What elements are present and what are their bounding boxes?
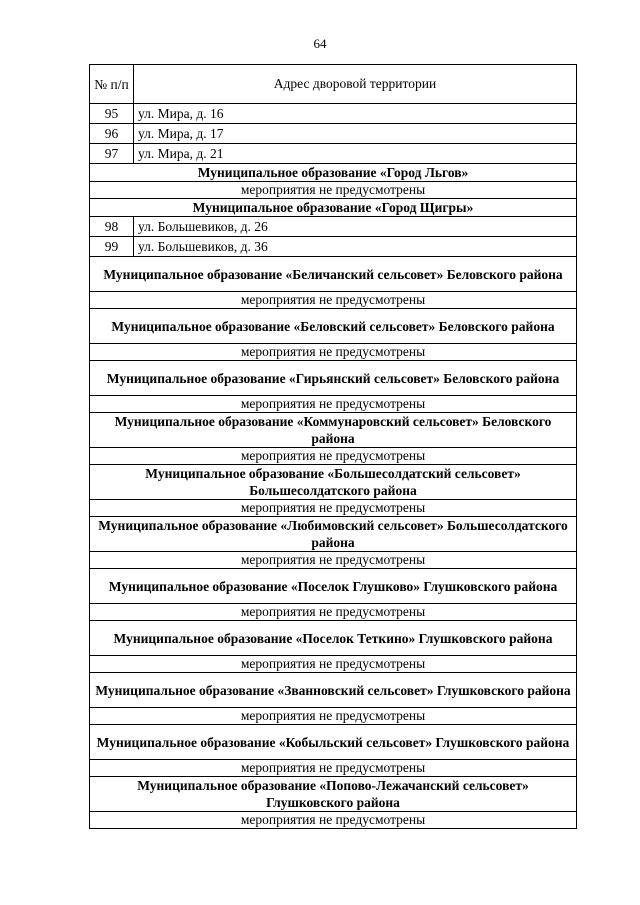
note-row xyxy=(90,292,577,309)
municipality-heading: Муниципальное образование «Город Щигры» xyxy=(90,199,577,217)
note-row xyxy=(90,448,577,465)
row-address: ул. Большевиков, д. 36 xyxy=(134,237,577,257)
no-measures-note: мероприятия не предусмотрены xyxy=(90,812,577,829)
municipality-row xyxy=(90,257,577,292)
municipality-heading: Муниципальное образование «Гирьянский сельсовет» Беловского района xyxy=(90,361,577,396)
address-table xyxy=(89,64,577,829)
no-measures-note: мероприятия не предусмотрены xyxy=(90,344,577,361)
address-row xyxy=(90,104,577,124)
municipality-heading: Муниципальное образование «Званновский сельсовет» Глушковского района xyxy=(90,673,577,708)
municipality-heading: Муниципальное образование «Поселок Глушково» Глушковского района xyxy=(90,569,577,604)
no-measures-note: мероприятия не предусмотрены xyxy=(90,396,577,413)
municipality-row xyxy=(90,673,577,708)
municipality-row xyxy=(90,517,577,552)
row-address: ул. Мира, д. 17 xyxy=(134,124,577,144)
municipality-heading: Муниципальное образование «Город Льгов» xyxy=(90,164,577,182)
note-row xyxy=(90,344,577,361)
header-number: № п/п xyxy=(90,65,134,104)
note-row xyxy=(90,812,577,829)
note-row xyxy=(90,760,577,777)
row-address: ул. Мира, д. 16 xyxy=(134,104,577,124)
no-measures-note: мероприятия не предусмотрены xyxy=(90,604,577,621)
municipality-row xyxy=(90,199,577,217)
table-header-row xyxy=(90,65,577,104)
note-row xyxy=(90,656,577,673)
municipality-row xyxy=(90,465,577,500)
no-measures-note: мероприятия не предусмотрены xyxy=(90,552,577,569)
note-row xyxy=(90,604,577,621)
row-address: ул. Мира, д. 21 xyxy=(134,144,577,164)
municipality-row xyxy=(90,413,577,448)
header-address: Адрес дворовой территории xyxy=(134,65,577,104)
no-measures-note: мероприятия не предусмотрены xyxy=(90,448,577,465)
municipality-row xyxy=(90,725,577,760)
municipality-heading: Муниципальное образование «Большесолдатский сельсовет» Большесолдатского района xyxy=(90,465,577,500)
no-measures-note: мероприятия не предусмотрены xyxy=(90,760,577,777)
note-row xyxy=(90,708,577,725)
municipality-row xyxy=(90,777,577,812)
no-measures-note: мероприятия не предусмотрены xyxy=(90,292,577,309)
page-number: 64 xyxy=(313,36,327,51)
note-row xyxy=(90,182,577,199)
row-number: 97 xyxy=(90,144,134,164)
table-body xyxy=(90,104,577,829)
row-address: ул. Большевиков, д. 26 xyxy=(134,217,577,237)
no-measures-note: мероприятия не предусмотрены xyxy=(90,708,577,725)
note-row xyxy=(90,552,577,569)
no-measures-note: мероприятия не предусмотрены xyxy=(90,182,577,199)
address-row xyxy=(90,237,577,257)
municipality-heading: Муниципальное образование «Беличанский сельсовет» Беловского района xyxy=(90,257,577,292)
address-row xyxy=(90,217,577,237)
municipality-heading: Муниципальное образование «Поселок Теткино» Глушковского района xyxy=(90,621,577,656)
address-row xyxy=(90,144,577,164)
note-row xyxy=(90,396,577,413)
municipality-row xyxy=(90,361,577,396)
row-number: 96 xyxy=(90,124,134,144)
address-row xyxy=(90,124,577,144)
municipality-heading: Муниципальное образование «Попово-Лежачанский сельсовет» Глушковского района xyxy=(90,777,577,812)
municipality-heading: Муниципальное образование «Коммунаровский сельсовет» Беловского района xyxy=(90,413,577,448)
note-row xyxy=(90,500,577,517)
municipality-heading: Муниципальное образование «Кобыльский сельсовет» Глушковского района xyxy=(90,725,577,760)
no-measures-note: мероприятия не предусмотрены xyxy=(90,500,577,517)
municipality-row xyxy=(90,164,577,182)
row-number: 99 xyxy=(90,237,134,257)
municipality-heading: Муниципальное образование «Любимовский сельсовет» Большесолдатского района xyxy=(90,517,577,552)
row-number: 95 xyxy=(90,104,134,124)
municipality-heading: Муниципальное образование «Беловский сельсовет» Беловского района xyxy=(90,309,577,344)
row-number: 98 xyxy=(90,217,134,237)
no-measures-note: мероприятия не предусмотрены xyxy=(90,656,577,673)
municipality-row xyxy=(90,309,577,344)
municipality-row xyxy=(90,621,577,656)
municipality-row xyxy=(90,569,577,604)
